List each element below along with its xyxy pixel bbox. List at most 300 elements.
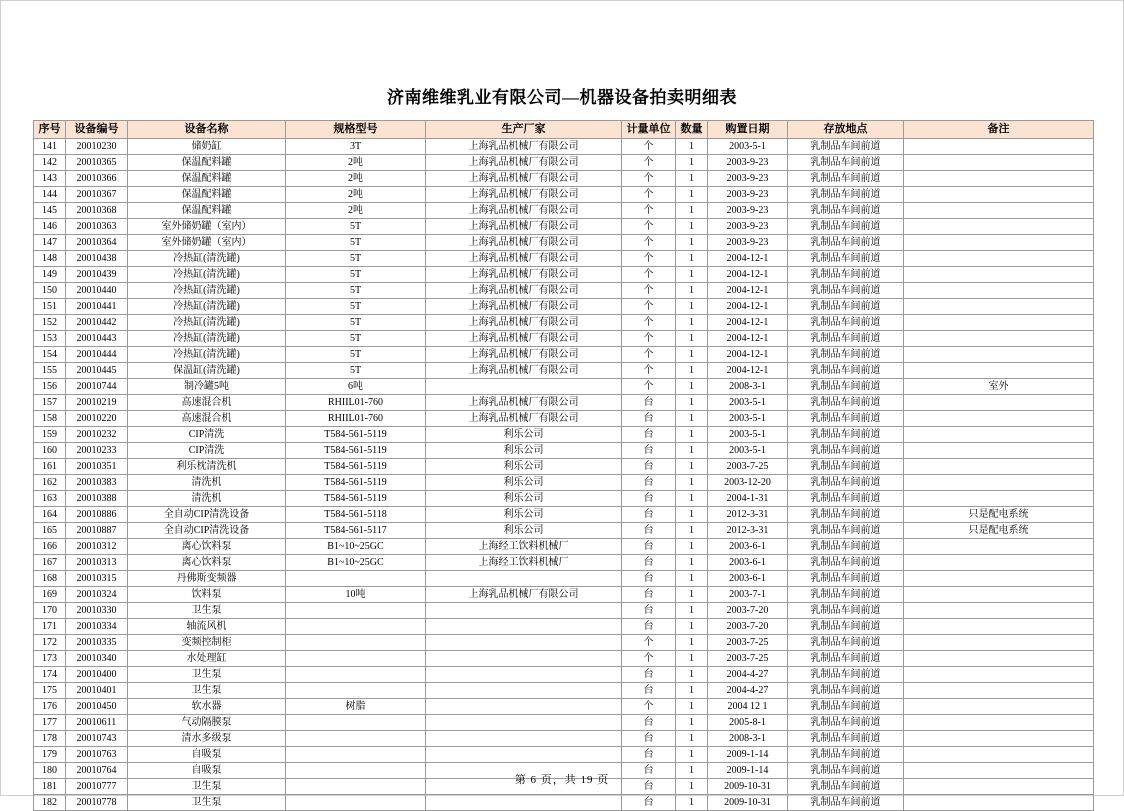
cell-equipment-name: 自吸泵 [128, 763, 286, 779]
cell-equipment-code: 20010335 [66, 635, 128, 651]
cell-model: 3T [286, 139, 426, 155]
cell-equipment-code: 20010763 [66, 747, 128, 763]
cell-purchase-date: 2003-9-23 [708, 203, 788, 219]
cell-purchase-date: 2003-7-20 [708, 603, 788, 619]
cell-index: 164 [34, 507, 66, 523]
cell-equipment-name: 卫生泵 [128, 603, 286, 619]
cell-equipment-name: 饮料泵 [128, 587, 286, 603]
cell-manufacturer: 上海乳品机械厂有限公司 [426, 171, 622, 187]
cell-manufacturer: 上海乳品机械厂有限公司 [426, 395, 622, 411]
cell-index: 174 [34, 667, 66, 683]
cell-quantity: 1 [676, 715, 708, 731]
cell-equipment-code: 20010330 [66, 603, 128, 619]
cell-equipment-code: 20010886 [66, 507, 128, 523]
cell-purchase-date: 2003-9-23 [708, 187, 788, 203]
cell-quantity: 1 [676, 603, 708, 619]
cell-equipment-name: 全自动CIP清洗设备 [128, 507, 286, 523]
cell-index: 144 [34, 187, 66, 203]
cell-purchase-date: 2004-12-1 [708, 267, 788, 283]
cell-manufacturer: 利乐公司 [426, 523, 622, 539]
cell-unit: 台 [622, 507, 676, 523]
column-header-purchase-date: 购置日期 [708, 121, 788, 139]
cell-equipment-code: 20010445 [66, 363, 128, 379]
cell-equipment-code: 20010232 [66, 427, 128, 443]
cell-location: 乳制品车间前道 [788, 155, 904, 171]
cell-location: 乳制品车间前道 [788, 203, 904, 219]
cell-location: 乳制品车间前道 [788, 411, 904, 427]
cell-remark [904, 795, 1094, 811]
cell-remark [904, 283, 1094, 299]
cell-purchase-date: 2003-5-1 [708, 411, 788, 427]
table-row [34, 699, 1094, 715]
table-row [34, 795, 1094, 811]
cell-remark [904, 715, 1094, 731]
cell-remark: 只是配电系统 [904, 523, 1094, 539]
equipment-table [33, 120, 1094, 811]
cell-location: 乳制品车间前道 [788, 763, 904, 779]
cell-purchase-date: 2004-4-27 [708, 667, 788, 683]
cell-manufacturer [426, 667, 622, 683]
table-row [34, 187, 1094, 203]
cell-remark [904, 731, 1094, 747]
table-row [34, 619, 1094, 635]
cell-purchase-date: 2003-7-1 [708, 587, 788, 603]
cell-quantity: 1 [676, 507, 708, 523]
cell-equipment-name: 离心饮料泵 [128, 539, 286, 555]
cell-model: 2吨 [286, 203, 426, 219]
cell-remark [904, 603, 1094, 619]
cell-remark [904, 331, 1094, 347]
cell-purchase-date: 2004-12-1 [708, 363, 788, 379]
cell-equipment-code: 20010233 [66, 443, 128, 459]
cell-manufacturer [426, 571, 622, 587]
cell-unit: 台 [622, 619, 676, 635]
table-row [34, 715, 1094, 731]
cell-location: 乳制品车间前道 [788, 603, 904, 619]
cell-location: 乳制品车间前道 [788, 427, 904, 443]
cell-quantity: 1 [676, 795, 708, 811]
cell-equipment-name: 卫生泵 [128, 683, 286, 699]
cell-remark [904, 747, 1094, 763]
cell-unit: 台 [622, 491, 676, 507]
cell-location: 乳制品车间前道 [788, 235, 904, 251]
cell-manufacturer: 利乐公司 [426, 475, 622, 491]
table-row [34, 395, 1094, 411]
cell-location: 乳制品车间前道 [788, 171, 904, 187]
cell-equipment-name: 冷热缸(清洗罐) [128, 315, 286, 331]
cell-quantity: 1 [676, 619, 708, 635]
cell-purchase-date: 2003-9-23 [708, 171, 788, 187]
cell-index: 168 [34, 571, 66, 587]
cell-manufacturer: 上海乳品机械厂有限公司 [426, 155, 622, 171]
cell-equipment-code: 20010363 [66, 219, 128, 235]
cell-equipment-code: 20010388 [66, 491, 128, 507]
cell-remark: 室外 [904, 379, 1094, 395]
cell-unit: 个 [622, 251, 676, 267]
table-row [34, 555, 1094, 571]
cell-location: 乳制品车间前道 [788, 379, 904, 395]
cell-equipment-code: 20010334 [66, 619, 128, 635]
cell-index: 153 [34, 331, 66, 347]
cell-equipment-name: 保温配料罐 [128, 171, 286, 187]
cell-purchase-date: 2009-1-14 [708, 763, 788, 779]
cell-remark [904, 683, 1094, 699]
cell-manufacturer [426, 715, 622, 731]
cell-purchase-date: 2012-3-31 [708, 523, 788, 539]
cell-manufacturer [426, 651, 622, 667]
table-row [34, 379, 1094, 395]
cell-manufacturer [426, 699, 622, 715]
table-row [34, 283, 1094, 299]
cell-quantity: 1 [676, 219, 708, 235]
cell-purchase-date: 2004-12-1 [708, 347, 788, 363]
cell-location: 乳制品车间前道 [788, 459, 904, 475]
cell-remark [904, 699, 1094, 715]
table-row [34, 747, 1094, 763]
cell-quantity: 1 [676, 555, 708, 571]
page-footer: 第 6 页，共 19 页 [514, 774, 610, 786]
cell-manufacturer [426, 619, 622, 635]
cell-index: 148 [34, 251, 66, 267]
cell-manufacturer: 上海经工饮料机械厂 [426, 555, 622, 571]
cell-remark [904, 235, 1094, 251]
table-row [34, 347, 1094, 363]
table-row [34, 139, 1094, 155]
column-header-quantity: 数量 [676, 121, 708, 139]
table-row [34, 235, 1094, 251]
cell-purchase-date: 2004-4-27 [708, 683, 788, 699]
cell-purchase-date: 2003-5-1 [708, 395, 788, 411]
cell-quantity: 1 [676, 683, 708, 699]
cell-equipment-name: 卫生泵 [128, 779, 286, 795]
cell-manufacturer [426, 795, 622, 811]
cell-manufacturer: 上海乳品机械厂有限公司 [426, 219, 622, 235]
cell-purchase-date: 2004-12-1 [708, 299, 788, 315]
cell-quantity: 1 [676, 459, 708, 475]
cell-equipment-code: 20010230 [66, 139, 128, 155]
cell-purchase-date: 2003-7-20 [708, 619, 788, 635]
cell-model [286, 603, 426, 619]
table-row [34, 475, 1094, 491]
cell-equipment-name: 清洗机 [128, 475, 286, 491]
cell-model: T584-561-5117 [286, 523, 426, 539]
cell-location: 乳制品车间前道 [788, 651, 904, 667]
cell-equipment-name: 室外储奶罐（室内） [128, 235, 286, 251]
cell-manufacturer: 上海乳品机械厂有限公司 [426, 283, 622, 299]
cell-unit: 台 [622, 715, 676, 731]
cell-equipment-code: 20010366 [66, 171, 128, 187]
cell-unit: 台 [622, 523, 676, 539]
cell-index: 169 [34, 587, 66, 603]
cell-model: RHIIL01-760 [286, 395, 426, 411]
cell-equipment-name: 自吸泵 [128, 747, 286, 763]
cell-location: 乳制品车间前道 [788, 747, 904, 763]
cell-purchase-date: 2003-5-1 [708, 427, 788, 443]
cell-equipment-code: 20010220 [66, 411, 128, 427]
table-row [34, 315, 1094, 331]
cell-manufacturer: 利乐公司 [426, 507, 622, 523]
cell-unit: 个 [622, 267, 676, 283]
cell-index: 143 [34, 171, 66, 187]
cell-model: T584-561-5119 [286, 491, 426, 507]
cell-purchase-date: 2003-6-1 [708, 539, 788, 555]
cell-remark [904, 299, 1094, 315]
column-header-equipment-name: 设备名称 [128, 121, 286, 139]
table-row [34, 155, 1094, 171]
cell-location: 乳制品车间前道 [788, 683, 904, 699]
cell-location: 乳制品车间前道 [788, 139, 904, 155]
table-row [34, 219, 1094, 235]
cell-model: 5T [286, 331, 426, 347]
cell-index: 166 [34, 539, 66, 555]
cell-index: 163 [34, 491, 66, 507]
cell-quantity: 1 [676, 299, 708, 315]
cell-equipment-code: 20010324 [66, 587, 128, 603]
cell-model: 5T [286, 363, 426, 379]
cell-model [286, 635, 426, 651]
column-header-index: 序号 [34, 121, 66, 139]
cell-equipment-code: 20010887 [66, 523, 128, 539]
cell-quantity: 1 [676, 635, 708, 651]
cell-index: 170 [34, 603, 66, 619]
cell-unit: 台 [622, 747, 676, 763]
cell-equipment-name: 丹佛斯变频器 [128, 571, 286, 587]
cell-quantity: 1 [676, 203, 708, 219]
cell-equipment-code: 20010315 [66, 571, 128, 587]
cell-remark [904, 347, 1094, 363]
cell-purchase-date: 2003-9-23 [708, 235, 788, 251]
cell-location: 乳制品车间前道 [788, 795, 904, 811]
page-title: 济南维维乳业有限公司—机器设备拍卖明细表 [387, 88, 737, 107]
cell-location: 乳制品车间前道 [788, 635, 904, 651]
cell-unit: 台 [622, 683, 676, 699]
cell-equipment-code: 20010312 [66, 539, 128, 555]
cell-manufacturer [426, 731, 622, 747]
cell-index: 177 [34, 715, 66, 731]
cell-model: 5T [286, 251, 426, 267]
cell-equipment-name: 保温缸(清洗罐) [128, 363, 286, 379]
cell-purchase-date: 2008-3-1 [708, 731, 788, 747]
cell-manufacturer: 上海乳品机械厂有限公司 [426, 139, 622, 155]
cell-equipment-code: 20010367 [66, 187, 128, 203]
cell-unit: 个 [622, 379, 676, 395]
cell-model: 5T [286, 235, 426, 251]
cell-unit: 台 [622, 395, 676, 411]
cell-model [286, 795, 426, 811]
cell-purchase-date: 2003-7-25 [708, 635, 788, 651]
cell-quantity: 1 [676, 587, 708, 603]
cell-index: 173 [34, 651, 66, 667]
cell-model: 5T [286, 347, 426, 363]
cell-index: 171 [34, 619, 66, 635]
cell-model [286, 731, 426, 747]
cell-manufacturer: 利乐公司 [426, 443, 622, 459]
cell-quantity: 1 [676, 139, 708, 155]
cell-unit: 台 [622, 731, 676, 747]
cell-manufacturer: 上海乳品机械厂有限公司 [426, 267, 622, 283]
cell-location: 乳制品车间前道 [788, 507, 904, 523]
cell-purchase-date: 2004-12-1 [708, 251, 788, 267]
table-row [34, 331, 1094, 347]
cell-purchase-date: 2009-1-14 [708, 747, 788, 763]
cell-model: B1~10~25GC [286, 539, 426, 555]
cell-index: 162 [34, 475, 66, 491]
cell-manufacturer: 上海乳品机械厂有限公司 [426, 203, 622, 219]
cell-equipment-code: 20010351 [66, 459, 128, 475]
cell-remark [904, 619, 1094, 635]
table-row [34, 491, 1094, 507]
table-row [34, 459, 1094, 475]
cell-quantity: 1 [676, 763, 708, 779]
cell-unit: 台 [622, 603, 676, 619]
cell-manufacturer: 上海乳品机械厂有限公司 [426, 315, 622, 331]
cell-location: 乳制品车间前道 [788, 715, 904, 731]
cell-equipment-code: 20010365 [66, 155, 128, 171]
table-row [34, 683, 1094, 699]
cell-remark [904, 139, 1094, 155]
cell-quantity: 1 [676, 699, 708, 715]
cell-equipment-name: 水处理缸 [128, 651, 286, 667]
cell-model: 5T [286, 283, 426, 299]
table-row [34, 571, 1094, 587]
cell-index: 152 [34, 315, 66, 331]
cell-purchase-date: 2004-12-1 [708, 315, 788, 331]
cell-location: 乳制品车间前道 [788, 475, 904, 491]
cell-equipment-name: 高速混合机 [128, 395, 286, 411]
cell-manufacturer: 上海乳品机械厂有限公司 [426, 299, 622, 315]
cell-unit: 台 [622, 475, 676, 491]
cell-model: 2吨 [286, 155, 426, 171]
table-row [34, 667, 1094, 683]
cell-model [286, 651, 426, 667]
cell-model: RHIIL01-760 [286, 411, 426, 427]
cell-unit: 台 [622, 763, 676, 779]
cell-location: 乳制品车间前道 [788, 539, 904, 555]
cell-equipment-name: 冷热缸(清洗罐) [128, 347, 286, 363]
cell-remark [904, 443, 1094, 459]
cell-manufacturer [426, 747, 622, 763]
cell-unit: 台 [622, 539, 676, 555]
cell-equipment-code: 20010611 [66, 715, 128, 731]
cell-index: 156 [34, 379, 66, 395]
equipment-table-body [34, 139, 1094, 811]
cell-location: 乳制品车间前道 [788, 699, 904, 715]
cell-manufacturer: 上海乳品机械厂有限公司 [426, 251, 622, 267]
cell-unit: 个 [622, 187, 676, 203]
cell-location: 乳制品车间前道 [788, 395, 904, 411]
cell-equipment-name: 冷热缸(清洗罐) [128, 299, 286, 315]
cell-remark [904, 555, 1094, 571]
cell-equipment-code: 20010364 [66, 235, 128, 251]
cell-quantity: 1 [676, 779, 708, 795]
cell-purchase-date: 2004-12-1 [708, 331, 788, 347]
table-row [34, 363, 1094, 379]
cell-purchase-date: 2003-5-1 [708, 443, 788, 459]
cell-unit: 个 [622, 155, 676, 171]
cell-remark [904, 395, 1094, 411]
cell-purchase-date: 2004 12 1 [708, 699, 788, 715]
cell-index: 145 [34, 203, 66, 219]
cell-location: 乳制品车间前道 [788, 347, 904, 363]
cell-purchase-date: 2004-1-31 [708, 491, 788, 507]
cell-unit: 台 [622, 795, 676, 811]
cell-unit: 个 [622, 235, 676, 251]
cell-index: 146 [34, 219, 66, 235]
cell-manufacturer [426, 379, 622, 395]
cell-equipment-code: 20010778 [66, 795, 128, 811]
cell-equipment-name: 室外储奶罐（室内） [128, 219, 286, 235]
cell-unit: 个 [622, 651, 676, 667]
cell-purchase-date: 2003-9-23 [708, 155, 788, 171]
cell-index: 151 [34, 299, 66, 315]
cell-remark [904, 459, 1094, 475]
cell-purchase-date: 2005-8-1 [708, 715, 788, 731]
cell-remark [904, 667, 1094, 683]
cell-equipment-name: 卫生泵 [128, 667, 286, 683]
cell-index: 181 [34, 779, 66, 795]
cell-location: 乳制品车间前道 [788, 443, 904, 459]
cell-model: T584-561-5118 [286, 507, 426, 523]
cell-equipment-code: 20010764 [66, 763, 128, 779]
cell-equipment-name: 气动隔膜泵 [128, 715, 286, 731]
cell-remark [904, 411, 1094, 427]
column-header-model: 规格型号 [286, 121, 426, 139]
cell-purchase-date: 2012-3-31 [708, 507, 788, 523]
cell-index: 172 [34, 635, 66, 651]
table-row [34, 203, 1094, 219]
cell-purchase-date: 2008-3-1 [708, 379, 788, 395]
cell-model [286, 715, 426, 731]
cell-manufacturer [426, 635, 622, 651]
column-header-location: 存放地点 [788, 121, 904, 139]
table-row [34, 443, 1094, 459]
cell-model: 10吨 [286, 587, 426, 603]
cell-quantity: 1 [676, 443, 708, 459]
cell-unit: 个 [622, 363, 676, 379]
cell-quantity: 1 [676, 363, 708, 379]
column-header-manufacturer: 生产厂家 [426, 121, 622, 139]
cell-unit: 台 [622, 779, 676, 795]
cell-model: B1~10~25GC [286, 555, 426, 571]
cell-equipment-name: 变频控制柜 [128, 635, 286, 651]
cell-manufacturer [426, 683, 622, 699]
cell-equipment-name: 全自动CIP清洗设备 [128, 523, 286, 539]
cell-equipment-code: 20010219 [66, 395, 128, 411]
cell-equipment-name: 冷热缸(清洗罐) [128, 251, 286, 267]
cell-model: T584-561-5119 [286, 427, 426, 443]
cell-location: 乳制品车间前道 [788, 779, 904, 795]
cell-location: 乳制品车间前道 [788, 187, 904, 203]
cell-equipment-code: 20010438 [66, 251, 128, 267]
cell-model [286, 683, 426, 699]
cell-equipment-code: 20010400 [66, 667, 128, 683]
cell-model [286, 571, 426, 587]
cell-equipment-name: 清水多级泵 [128, 731, 286, 747]
table-row [34, 603, 1094, 619]
cell-model: 2吨 [286, 171, 426, 187]
table-row [34, 267, 1094, 283]
cell-quantity: 1 [676, 491, 708, 507]
cell-unit: 个 [622, 203, 676, 219]
cell-quantity: 1 [676, 267, 708, 283]
cell-unit: 个 [622, 699, 676, 715]
table-row [34, 635, 1094, 651]
table-row [34, 651, 1094, 667]
cell-purchase-date: 2003-7-25 [708, 459, 788, 475]
cell-equipment-code: 20010368 [66, 203, 128, 219]
table-row [34, 507, 1094, 523]
cell-unit: 个 [622, 331, 676, 347]
